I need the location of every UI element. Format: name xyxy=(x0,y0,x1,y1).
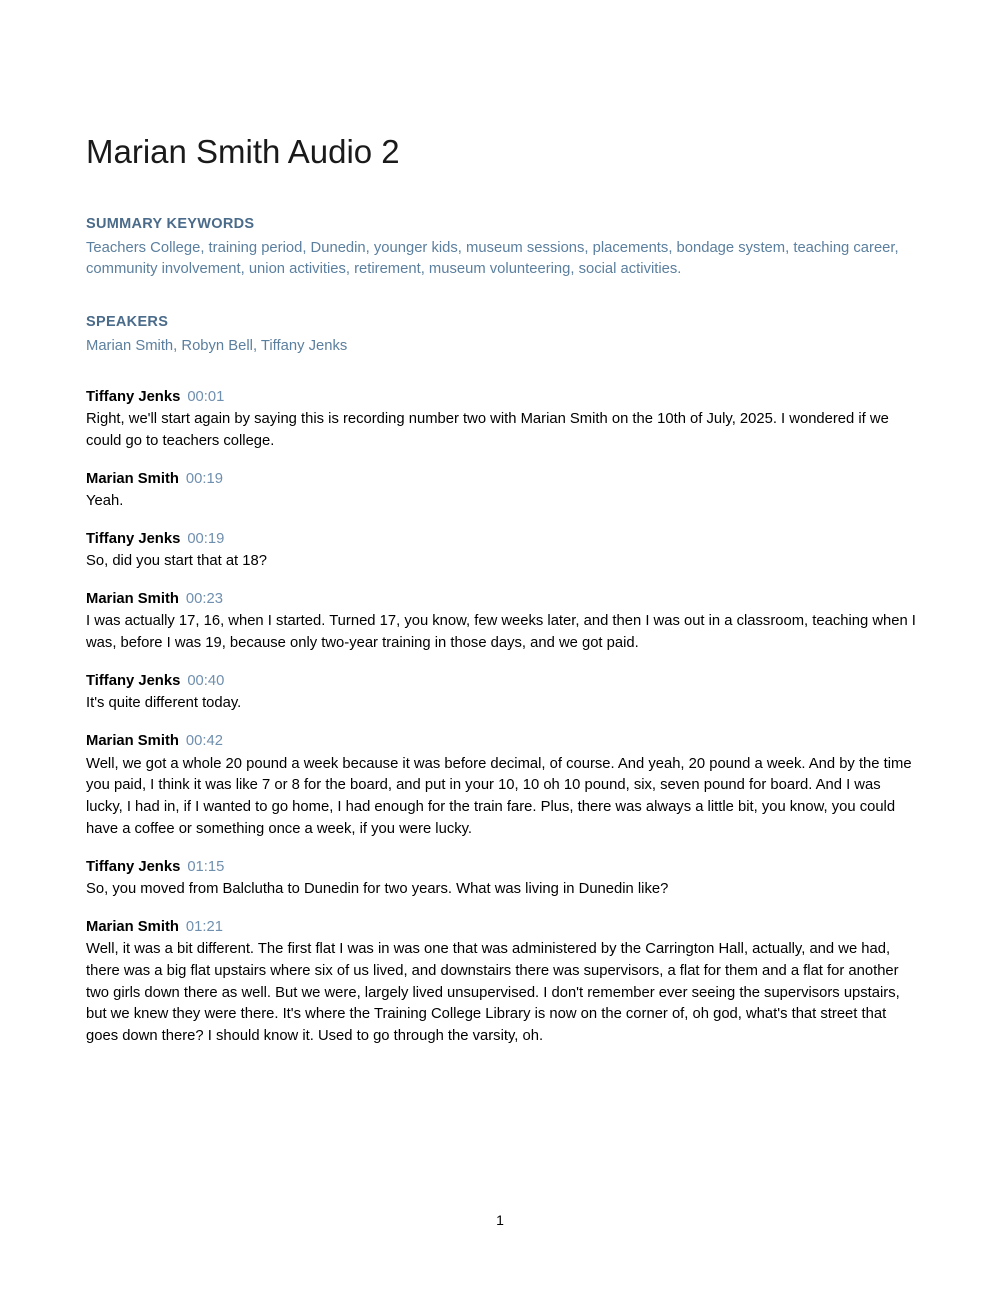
turn-timestamp: 01:21 xyxy=(185,918,223,935)
transcript-turn xyxy=(86,589,916,655)
speakers-heading: SPEAKERS xyxy=(86,313,169,330)
turn-text: So, you moved from Balclutha to Dunedin for two years. What was living in Dunedin like? xyxy=(86,881,669,898)
transcript-turn-header xyxy=(86,671,916,692)
transcript-turn-header xyxy=(86,731,916,752)
transcript-turn-header xyxy=(86,529,916,550)
transcript-turn-header xyxy=(86,857,916,878)
summary-keywords-text: Teachers College, training period, Dunedin, younger kids, museum sessions, placements, bondage system, teaching career, community involvement, union activities, retirement, museum volunteering, social activities. xyxy=(86,239,899,277)
turn-speaker-name: Marian Smith xyxy=(86,733,179,750)
transcript-turn-header xyxy=(86,589,916,610)
speakers-section xyxy=(86,314,916,357)
transcript-turn xyxy=(86,731,916,840)
document-content xyxy=(86,132,916,1064)
turn-speaker-name: Marian Smith xyxy=(86,470,179,487)
turn-timestamp: 00:19 xyxy=(185,470,223,487)
transcript-turn xyxy=(86,671,916,715)
transcript-turn-header xyxy=(86,469,916,490)
turn-speaker-name: Tiffany Jenks xyxy=(86,858,181,875)
transcript-turn xyxy=(86,387,916,453)
transcript-turn xyxy=(86,529,916,573)
turn-text: Well, it was a bit different. The first flat I was in was one that was administered by the Carrington Hall, actually, and we had, there was a big flat upstairs where six of us lived, and downstairs there was supervisors, a flat for them and a flat for another two girls down there as well. But we were, largely lived unsupervised. I don't remember ever seeing the supervisors upstairs, but we knew they were there. It's where the Training College Library is now on the corner of, oh god, what's that street that goes down there? I should know it. Used to go through the varsity, oh. xyxy=(86,941,900,1045)
summary-keywords-heading: SUMMARY KEYWORDS xyxy=(86,215,255,232)
turn-timestamp: 00:42 xyxy=(185,733,223,750)
turn-text: It's quite different today. xyxy=(86,695,242,712)
turn-timestamp: 00:23 xyxy=(185,590,223,607)
transcript-turn xyxy=(86,469,916,513)
transcript-turn xyxy=(86,857,916,901)
speakers-text: Marian Smith, Robyn Bell, Tiffany Jenks xyxy=(86,337,348,354)
summary-keywords-section xyxy=(86,216,916,280)
turn-speaker-name: Tiffany Jenks xyxy=(86,388,181,405)
transcript-turn-header xyxy=(86,917,916,938)
page-number: 1 xyxy=(496,1212,504,1228)
turn-text: Yeah. xyxy=(86,493,124,509)
transcript-turn-header xyxy=(86,387,916,408)
turn-text: I was actually 17, 16, when I started. Turned 17, you know, few weeks later, and then I was out in a classroom, teaching when I was, before I was 19, because only two-year training in those days, and we got paid. xyxy=(86,613,916,652)
turn-text: Well, we got a whole 20 pound a week because it was before decimal, of course. And yeah, 20 pound a week. And by the time you paid, I think it was like 7 or 8 for the board, and put in your 10, 10 oh 10 pound, six, seven pound for board. And I was lucky, I had in, if I wanted to go home, I had enough for the train fare. Plus, there was always a little bit, you know, you could have a coffee or something once a week, if you were lucky. xyxy=(86,755,912,837)
turn-timestamp: 00:01 xyxy=(187,388,225,405)
turn-speaker-name: Tiffany Jenks xyxy=(86,672,181,689)
turn-text: So, did you start that at 18? xyxy=(86,553,267,570)
page-title: Marian Smith Audio 2 xyxy=(86,133,400,170)
turn-timestamp: 00:40 xyxy=(187,672,225,689)
transcript-turn xyxy=(86,917,916,1048)
turn-speaker-name: Marian Smith xyxy=(86,918,179,935)
turn-timestamp: 00:19 xyxy=(187,530,225,547)
turn-text: Right, we'll start again by saying this is recording number two with Marian Smith on the 10th of July, 2025. I wondered if we could go to teachers college. xyxy=(86,411,889,449)
turn-speaker-name: Tiffany Jenks xyxy=(86,530,181,547)
turn-speaker-name: Marian Smith xyxy=(86,590,179,607)
turn-timestamp: 01:15 xyxy=(187,858,225,875)
